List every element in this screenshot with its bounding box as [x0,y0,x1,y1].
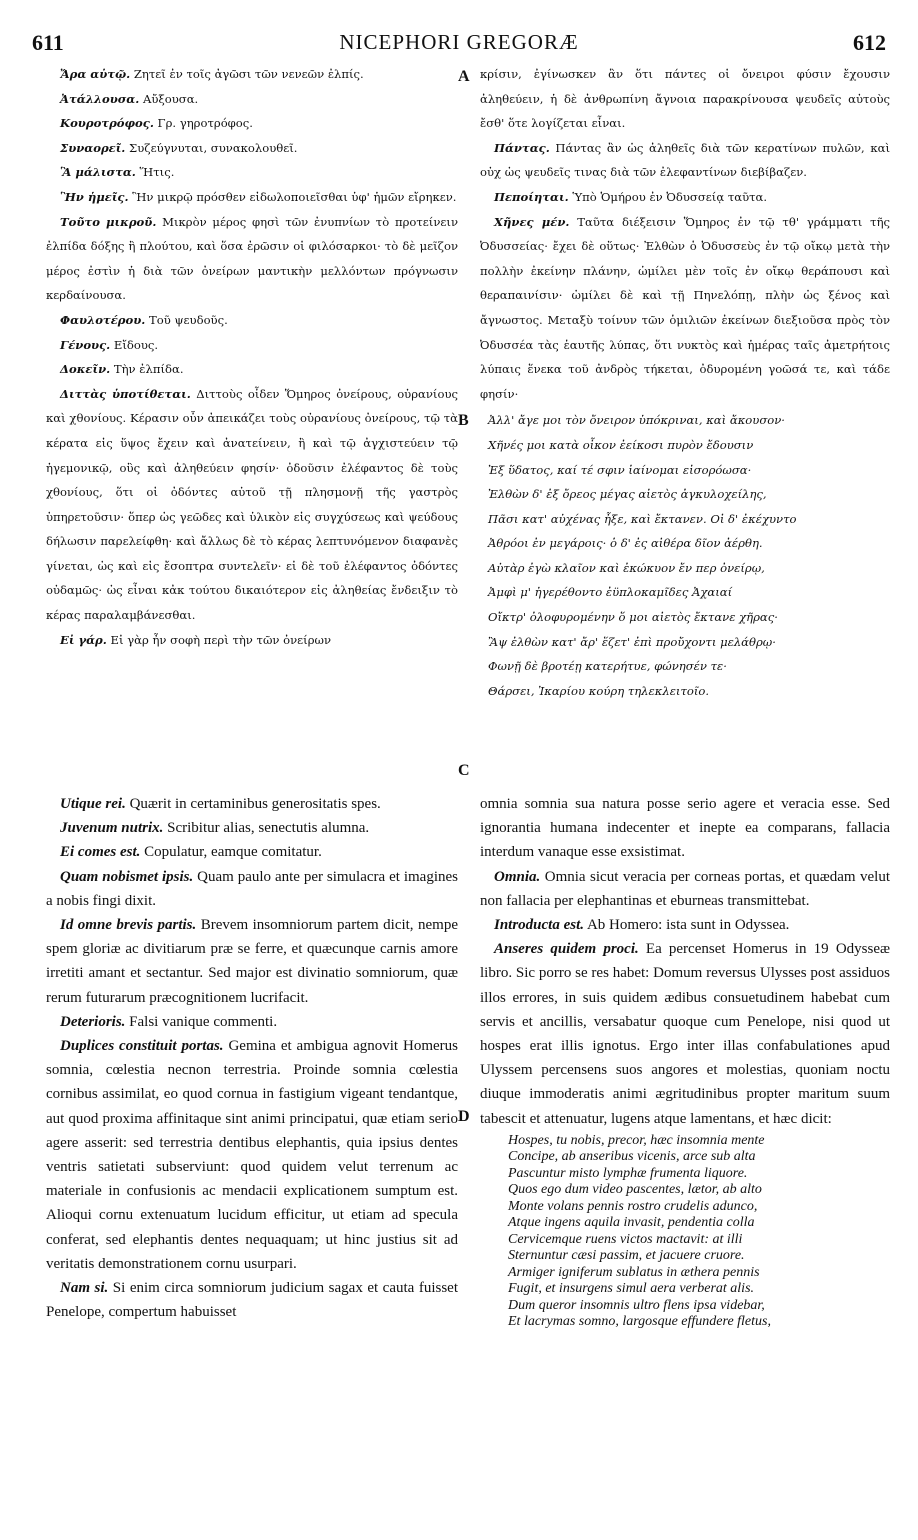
lemma: Omnia. [494,868,541,885]
lemma: Id omne brevis partis. [60,917,197,934]
commentary-entry [46,111,458,136]
lemma: Φαυλοτέρου. [60,312,146,327]
entry-text: Εἴδους. [110,337,159,352]
latin-verse-quotation [500,1133,890,1331]
commentary-entry [46,913,458,1010]
lemma: Duplices constituit portas. [60,1038,224,1055]
verse-line: Πᾶσι κατ' αὐχένας ἦξε, καὶ ἔκτανεν. Οἱ δ' ἐκέχυντο [488,511,797,526]
commentary-entry [480,913,890,937]
commentary-entry [46,1010,458,1034]
page-header [32,30,886,58]
entry-text: Αὔξουσα. [139,91,199,106]
entry-text: Διττοὺς οἶδεν Ὅμηρος ὀνείρους, οὐρανίους καὶ χθονίους. Κέρασιν οὖν ἀπεικάζει τοὺς οὐρανίους ὀνείρους, τῷ τὰ κέρατα εἰς ὕψος ἔχειν καὶ ἀνατείνειν, ἢ καὶ τῷ ἀγχιστεύειν τῷ ἡγεμονικῷ, οὓς καὶ ἀληθεύειν φησίν· ὀδοῦσιν ἐλέφαντος δὲ τοὺς χθονίους, ὅτι οἱ ὀδόντες αὐτοῦ τῇ πλησμονῇ τῆς γαστρὸς ὑπηρετοῦσιν· ὅπερ ὡς γεῶδες καὶ ὑλικὸν εἰς συγχύσεως καὶ ψεύδους δήλωσιν παρελείφθη· καὶ ἄλλως δὲ τὸ κέρας λεπτυνόμενον διαφανὲς γίνεται, ὡς καὶ εἰς ἔσοπτρα συντελεῖν· εἰ δὲ τοῦ ἐλέφαντος ὀδόντες οὐδαμῶς· ὡς εἶναι κἀκ τούτου δικαιότερον εἰς ἀληθείας ἔνδειξιν τὸ κέρας παραλαμβάνεσθαι. [46,386,458,623]
verse-line: Concipe, ab anseribus vicenis, arce sub alta [508,1149,756,1165]
entry-text: omnia somnia sua natura posse serio agere et veracia esse. Sed ignorantia humana indecenter et inepte ea comparans, fallacia interdum vanaque esse exsistimat. [480,796,890,861]
verse-line: Atque ingens aquila invasit, pendentia colla [508,1215,755,1231]
lemma: Utique rei. [60,796,126,812]
page-number-left: 611 [32,30,64,55]
entry-text: Τὴν ἐλπίδα. [110,362,184,377]
lemma: Nam si. [60,1280,109,1297]
greek-commentary-right [480,62,890,703]
verse-line: Χῆνές μοι κατὰ οἶκον ἐείκοσι πυρὸν ἔδουσιν [488,437,754,452]
entry-text: Copulatur, eamque comitatur. [140,844,322,861]
commentary-entry [46,357,458,382]
verse-line: Quos ego dum video pascentes, lætor, ab alto [508,1182,762,1198]
verse-line: Φωνῇ δὲ βροτέῃ κατερήτυε, φώνησέν τε· [488,659,727,674]
verse-line: Monte volans pennis rostro crudelis adunco, [508,1198,758,1214]
entry-text: Συζεύγνυται, συνακολουθεῖ. [125,140,298,155]
lemma: Διττὰς ὑποτίθεται. [60,386,191,401]
entry-text: Ἥτις. [135,165,175,180]
commentary-entry [46,865,458,913]
lemma: Juvenum nutrix. [60,820,164,837]
verse-line: Pascuntur misto lymphæ frumenta liquore. [508,1165,748,1181]
entry-text: Γρ. γηροτρόφος. [153,116,253,131]
greek-verse-quotation [480,408,890,703]
lemma: Κουροτρόφος. [60,116,154,131]
lemma: Ἃ μάλιστα. [60,165,136,180]
verse-line: Ἀθρόοι ἐν μεγάροις· ὁ δ' ἐς αἰθέρα δῖον ἀέρθη. [488,536,763,551]
lemma: Introducta est. [494,917,585,934]
commentary-entry [46,333,458,358]
commentary-entry [480,136,890,185]
commentary-entry [480,62,890,136]
lemma: Γένους. [60,337,111,352]
entry-text: Ταῦτα διέξεισιν Ὅμηρος ἐν τῷ τθ' γράμματι τῆς Ὀδυσσείας· ἔχει δὲ οὕτως· Ἐλθὼν ὁ Ὀδυσσεὺς ἐν τῷ οἴκῳ μετὰ τὴν πολλὴν ἐκείνην πλάνην, ὡμίλει μὲν τοῖς ἐν οἴκῳ θεράπουσι καὶ θεραπαινίσιν· ὡμίλει δὲ καὶ τῇ Πηνελόπῃ, πλὴν ὡς ξένος καὶ ἄγνωστος. Μεταξὺ τοίνυν τῶν ὁμιλιῶν ἐκείνων διεξιοῦσα πρὸς τὸν Ὀδυσσέα τὰς ἑαυτῆς λύπας, ὅτι νυκτὸς καὶ ἡμέρας ταῖς ἀμετρήτοις λύπαις ἕνεκα τοῦ ἀνδρὸς τήκεται, ὀδυρομένη γοῶσά τε, καὶ τάδε φησίν· [480,214,891,401]
commentary-entry [46,840,458,864]
commentary-entry [480,185,890,210]
entry-text: Ὑπὸ Ὁμήρου ἐν Ὀδυσσείᾳ ταῦτα. [568,189,768,204]
entry-text: Omnia sicut veracia per corneas portas, et quædam velut non fallacia per elephantinas et eburneas transmittebat. [480,868,890,909]
verse-line: Ἐξ ὕδατος, καί τέ σφιν ἰαίνομαι εἰσορόωσα· [488,462,752,477]
commentary-entry [46,1034,458,1276]
entry-text: Si enim circa somniorum judicium sagax et cauta fuisset Penelope, compertum habuisset [46,1280,458,1321]
lemma: Πάντας. [494,140,550,155]
commentary-entry [46,87,458,112]
section-marker-b: B [458,412,469,429]
commentary-entry [46,160,458,185]
verse-line: Ἀμφὶ μ' ἠγερέθοντο ἐϋπλοκαμῖδες Ἀχαιαί [488,585,733,600]
latin-translation-right [480,792,890,1331]
lemma: Deterioris. [60,1013,126,1030]
verse-line: Θάρσει, Ἰκαρίου κούρη τηλεκλειτοῖο. [488,683,710,698]
entry-text: Scribitur alias, senectutis alumna. [163,820,370,837]
verse-line: Ἂψ ἐλθὼν κατ' ἄρ' ἕζετ' ἐπὶ προὔχοντι μελάθρῳ· [488,634,776,649]
greek-commentary-left [46,62,458,652]
lemma: Πεποίηται. [494,189,569,204]
lemma: Anseres quidem proci. [494,941,639,958]
lemma: Ἣν ἡμεῖς. [60,189,129,204]
lemma: Χῆνες μέν. [494,214,570,229]
commentary-entry [46,628,458,653]
latin-translation-left [46,792,458,1324]
entry-text: Ab Homero: ista sunt in Odyssea. [584,917,790,934]
entry-text: Εἰ γὰρ ἦν σοφὴ περὶ τὴν τῶν ὀνείρων [106,632,332,647]
lemma: Ei comes est. [60,844,141,861]
entry-text: Gemina et ambigua agnovit Homerus somnia, cœlestia necnon terrestria. Proinde somnia cœlestia cornibus assimilat, eo quod cornua in fastigium vigeant tendantque, aut quod proxima affinitaque sint animi principatui, quæ etiam serio agere asserit: sed terrestria dentibus elephantis, quia ipsius dentes ventris satietati subserviunt: quod quidem velut terrenum ac materiale in confusionis ac mendacii explicationem sumptum est. Alioqui cornu extenuatum lucidum efficitur, ut etiam ad specula conferat, sed elephantis dentes nequaquam; ut hinc justius sit ad veritatis demonstrationem cornu usurpari. [46,1038,458,1272]
verse-line: Ἐλθὼν δ' ἐξ ὄρεος μέγας αἰετὸς ἀγκυλοχείλης, [488,487,767,502]
entry-text: Ἣν μικρῷ πρόσθεν εἰδωλοποιεῖσθαι ὑφ' ἡμῶν εἴρηκεν. [128,189,457,204]
verse-line: Οἴκτρ' ὀλοφυρομένην ὅ μοι αἰετὸς ἔκτανε χῆρας· [488,610,778,625]
entry-text: Quam paulo ante per simulacra et imagines a nobis fingi dixit. [46,868,458,909]
lemma: Συναορεῖ. [60,140,126,155]
verse-line: Sternuntur cæsi passim, et jacuere cruore. [508,1248,745,1264]
verse-line: Dum queror insomnis ultro flens ipsa videbar, [508,1297,765,1313]
page-number-right: 612 [853,30,886,55]
lemma: Δοκεῖν. [60,362,111,377]
entry-text: Brevem insomniorum partem dicit, nempe spem gloriæ ac divitiarum præ se ferre, et quæcunque carnis amore irretiti amant et sectantur. Sed major est divinatio somniorum, quæ rerum futurarum præcognitionem lucrifacit. [46,917,458,1006]
entry-text: Πάντας ἂν ὡς ἀληθεῖς διὰ τῶν κερατίνων πυλῶν, καὶ οὐχ ὡς ψευδεῖς τινας διὰ τῶν ἐλεφαντίνων διεβίβαζεν. [480,140,890,180]
verse-line: Αὐτὰρ ἐγὼ κλαῖον καὶ ἐκώκυον ἔν περ ὀνείρῳ, [488,560,765,575]
verse-line: Cervicemque ruens victos mactavit: at illi [508,1231,743,1247]
verse-line: Armiger igniferum sublatus in æthera pennis [508,1264,760,1280]
lemma: Εἰ γάρ. [60,632,107,647]
entry-text: Quærit in certaminibus generositatis spes. [125,796,381,812]
section-marker-a: A [458,68,470,85]
section-marker-d: D [458,1108,470,1125]
commentary-entry [46,136,458,161]
commentary-entry [46,62,458,87]
commentary-entry [480,937,890,1131]
entry-text: Τοῦ ψευδοῦς. [145,312,228,327]
commentary-entry [480,865,890,913]
running-title: NICEPHORI GREGORÆ [339,30,579,54]
commentary-entry [46,185,458,210]
commentary-entry [46,792,458,816]
entry-text: Falsi vanique commenti. [125,1013,278,1030]
lemma: Ἀτάλλουσα. [60,91,140,106]
entry-text: Ea percenset Homerus in 19 Odysseæ libro. Sic porro se res habet: Domum reversus Ulysses post assiduos illos errores, in suis quidem ædibus consuetudinem habebat cum servis et ancillis, versabatur quoque cum Penelope, nisi quod ut hospes erat illis ignotus. Ergo inter illas confabulationes apud Ulyssem percensens suos angores et molestias, quoniam noctu diuque immoderatis animi ægritudinibus propter maritum suum tabescit et attenuatur, lugens atque lamentans, et hæc dicit: [480,941,890,1127]
commentary-entry [46,308,458,333]
entry-text: Μικρὸν μέρος φησὶ τῶν ἐνυπνίων τὸ προτείνειν ἐλπίδα δόξης ἢ πλούτου, καὶ ὅσα ἐρῶσιν οἱ φιλόσαρκοι· τὸ δὲ μεῖζον μέρος ἐστὶν ἡ διὰ τῶν ὀνείρων μαντικὴν μελλόντων πρόγνωσιν κερδαίνουσα. [46,214,458,303]
verse-line: Et lacrymas somno, largosque effundere fletus, [508,1314,771,1330]
entry-text: κρίσιν, ἐγίνωσκεν ἂν ὅτι πάντες οἱ ὄνειροι φύσιν ἔχουσιν ἀληθεύειν, ἡ δὲ ἀνθρωπίνη ἄγνοια παρακρίνουσα ψευδεῖς αὐτοὺς ἔσθ' ὅτε λογίζεται εἶναι. [480,67,890,131]
commentary-entry [46,816,458,840]
verse-line: Fugit, et insurgens simul aera verberat alis. [508,1281,755,1297]
commentary-entry [480,792,890,865]
verse-line: Ἀλλ' ἄγε μοι τὸν ὄνειρον ὑπόκριναι, καὶ ἄκουσον· [488,413,785,428]
commentary-entry [46,1276,458,1324]
lemma: Quam nobismet ipsis. [60,868,194,885]
entry-text: Ζητεῖ ἐν τοῖς ἀγῶσι τῶν νενεῶν ἐλπίς. [130,67,364,81]
commentary-entry [46,382,458,628]
lemma: Τοῦτο μικροῦ. [60,214,157,229]
commentary-entry [46,210,458,308]
section-marker-c: C [458,762,470,779]
commentary-entry [480,210,890,407]
verse-line: Hospes, tu nobis, precor, hæc insomnia mente [508,1132,765,1148]
lemma: Ἄρα αὐτῷ. [60,67,131,81]
